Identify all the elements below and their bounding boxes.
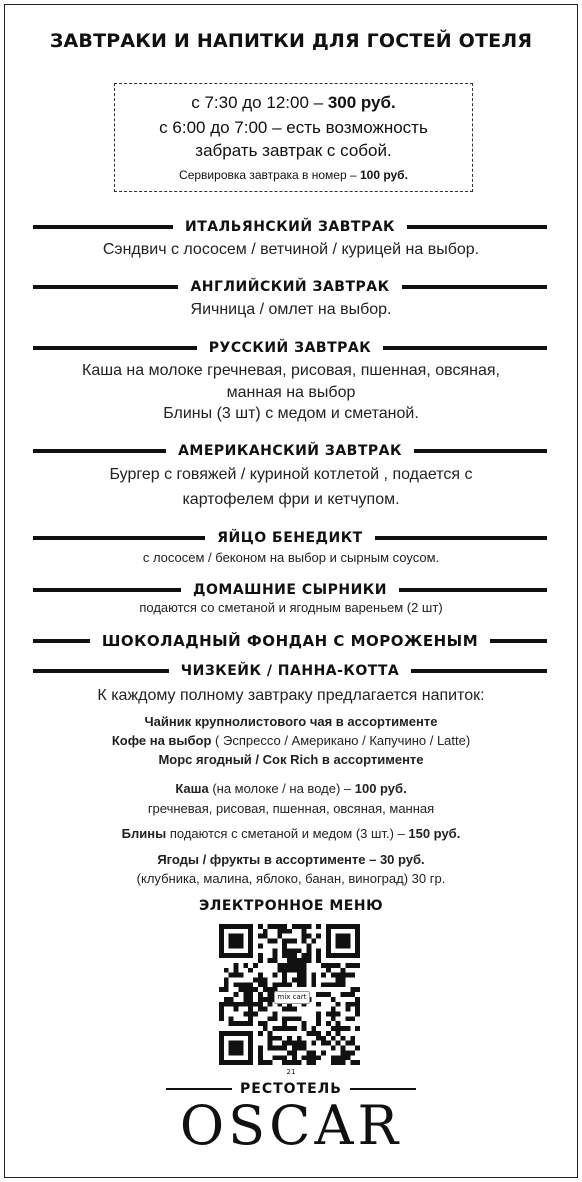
section-american-header: АМЕРИКАНСКИЙ ЗАВТРАК — [33, 441, 547, 461]
logo-subtitle: РЕСТОТЕЛЬ — [166, 1080, 416, 1098]
extra-pancakes: Блины подаются с сметаной и медом (3 шт.) – 150 руб. — [121, 826, 461, 841]
qr-badge: mix cart — [274, 991, 310, 1004]
drinks-coffee: Кофе на выбор ( Эспрессо / Американо / Капучино / Latte) — [111, 733, 471, 748]
section-russian-desc-1: Каша на молоке гречневая, рисовая, пшенная, овсяная, — [82, 362, 500, 379]
extra-berries: Ягоды / фрукты в ассортименте – 30 руб. — [157, 852, 425, 867]
extra-porridge-desc: гречневая, рисовая, пшенная, овсяная, манная — [147, 801, 435, 816]
hours-info-box — [114, 83, 473, 192]
section-italian-header: ИТАЛЬЯНСКИЙ ЗАВТРАК — [33, 217, 547, 237]
section-russian-header: РУССКИЙ ЗАВТРАК — [33, 338, 547, 358]
section-american-desc-1: Бургер с говяжей / куриной котлетой , подается с — [109, 466, 473, 483]
section-russian-desc-3: Блины (3 шт) с медом и сметаной. — [163, 405, 419, 422]
info-line-4: Сервировка завтрака в номер – 100 руб. — [179, 168, 408, 182]
section-benedict-desc: с лососем / беконом на выбор и сырным соусом. — [142, 550, 440, 565]
logo-name: OSCAR — [179, 1094, 403, 1157]
extra-berries-desc: (клубника, малина, яблоко, банан, виноград) 30 гр. — [136, 871, 446, 886]
section-syrniki-header: ДОМАШНИЕ СЫРНИКИ — [33, 580, 547, 600]
section-italian-desc: Сэндвич с лососем / ветчиной / курицей на выбор. — [102, 241, 480, 258]
section-fondant-header: ШОКОЛАДНЫЙ ФОНДАН С МОРОЖЕНЫМ — [33, 631, 547, 651]
section-english-desc: Яичница / омлет на выбор. — [190, 301, 392, 318]
section-cheesecake-header: ЧИЗКЕЙК / ПАННА-КОТТА — [33, 661, 547, 681]
drinks-intro: К каждому полному завтраку предлагается напиток: — [97, 687, 485, 704]
extra-porridge: Каша (на молоке / на воде) – 100 руб. — [175, 781, 407, 796]
section-american-desc-2: картофелем фри и кетчупом. — [182, 491, 400, 508]
info-line-3: забрать завтрак с собой. — [195, 141, 392, 160]
section-russian-desc-2: манная на выбор — [226, 384, 356, 401]
info-line-2: с 6:00 до 7:00 – есть возможность — [159, 118, 428, 137]
page-title: ЗАВТРАКИ И НАПИТКИ ДЛЯ ГОСТЕЙ ОТЕЛЯ — [49, 30, 533, 52]
drinks-tea: Чайник крупнолистового чая в ассортименте — [144, 714, 438, 729]
section-syrniki-desc: подаются со сметаной и ягодным вареньем (2 шт) — [139, 600, 443, 615]
drinks-juice: Морс ягодный / Сок Rich в ассортименте — [158, 752, 424, 767]
section-english-header: АНГЛИЙСКИЙ ЗАВТРАК — [33, 277, 547, 297]
info-line-1: с 7:30 до 12:00 – 300 руб. — [191, 93, 396, 112]
section-benedict-header: ЯЙЦО БЕНЕДИКТ — [33, 528, 547, 548]
qr-number: 21 — [286, 1068, 296, 1076]
emenu-title: ЭЛЕКТРОННОЕ МЕНЮ — [198, 898, 384, 914]
